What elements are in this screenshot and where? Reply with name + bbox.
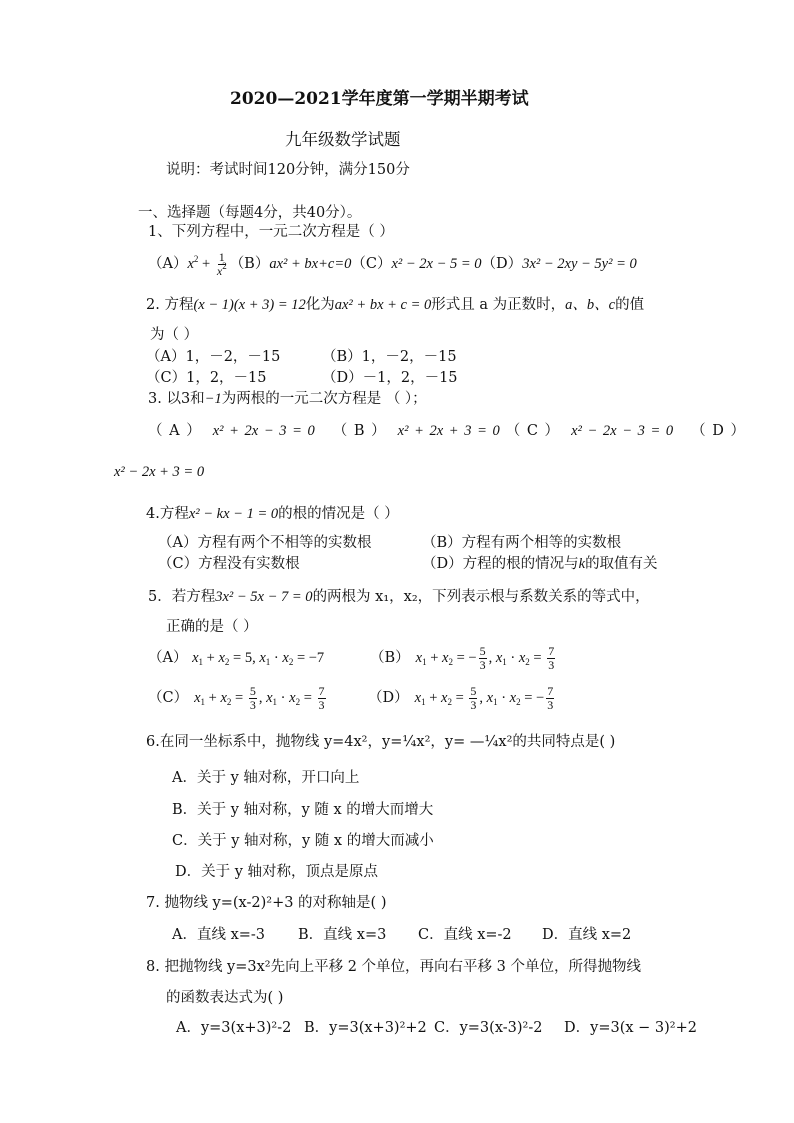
q5-option-a	[148, 648, 324, 668]
q4-option-d-pre: （D）方程的根的情况与	[422, 556, 579, 572]
q4-expr: x² − kx − 1 = 0	[188, 506, 279, 522]
q8-option-c: C．y=3(x-3)²-2	[434, 1020, 543, 1036]
question-4-stem	[146, 504, 399, 524]
q3-option-c-expr: x² − 2x − 3 = 0	[571, 423, 674, 439]
q2-number: 2. 方程	[146, 297, 194, 313]
q5-option-b-label: （B）	[370, 650, 410, 666]
question-8-stem: 8. 把抛物线 y=3x²先向上平移 2 个单位，再向右平移 3 个单位，所得抛物线	[146, 959, 641, 975]
q3-stem-post: 为两根的一元二次方程是 （ ）；	[221, 391, 427, 407]
question-6-stem: 6.在同一坐标系中，抛物线 y=4x²，y=¼x²，y= —¼x²的共同特点是( )	[146, 734, 616, 750]
exam-title: 2020—2021学年度第一学期半期考试	[230, 89, 529, 109]
q5-option-a-expr: $x_1 + x_2 = 5$, $x_1 \cdot x_2 = -7$	[192, 650, 325, 667]
question-7-stem: 7. 抛物线 y=(x-2)²+3 的对称轴是( )	[146, 895, 387, 911]
q5-post: 的两根为 x₁，x₂，下列表示根与系数关系的等式中，	[312, 589, 650, 605]
q1-option-a-expr: $x^2$ + $\frac{1}{x^2}$	[187, 249, 227, 278]
q8-option-a: A．y=3(x+3)²-2	[176, 1020, 292, 1036]
q6-option-c: C．关于 y 轴对称，y 随 x 的增大而减小	[172, 833, 434, 849]
q5-option-c-label: （C）	[148, 690, 189, 706]
q3-option-b-label: （ B ）	[332, 423, 386, 439]
q5-option-b	[370, 640, 557, 676]
q1-option-b-expr: ax² + bx+c=0	[269, 256, 352, 272]
q6-option-b: B．关于 y 轴对称，y 随 x 的增大而增大	[172, 802, 434, 818]
q3-stem-pre: 3. 以3和	[148, 391, 205, 407]
question-1-stem: 1、下列方程中，一元二次方程是（ ）	[148, 224, 394, 240]
q3-option-d-expr: x² − 2x + 3 = 0	[114, 464, 205, 480]
q8-option-d: D．y=3(x − 3)²+2	[564, 1020, 697, 1036]
q3-option-a-label: （ A ）	[148, 423, 201, 439]
q7-option-c: C．直线 x=-2	[418, 927, 512, 943]
q1-option-c-expr: x² − 2x − 5 = 0	[391, 256, 482, 272]
q5-option-d-expr: $x_1 + x_2$ = $\frac{5}{3}$ , $x_1 \cdot x_2$ = − $\frac{7}{3}$	[414, 683, 554, 712]
q3-option-a-expr: x² + 2x − 3 = 0	[212, 423, 315, 439]
q2-option-b: （B）1，－2，－15	[322, 349, 457, 365]
q1-option-b-label: （B）	[229, 256, 270, 272]
q3-option-b-expr: x² + 2x + 3 = 0	[397, 423, 500, 439]
question-1-options	[148, 247, 637, 281]
q4-option-b: （B）方程有两个相等的实数根	[422, 535, 622, 551]
question-5-stem	[148, 587, 650, 607]
q2-tail: 形式且 a 为正数时，	[431, 297, 566, 313]
q2-option-d: （D）－1，2，－15	[322, 370, 458, 386]
question-3-options	[148, 421, 745, 441]
q5-option-c	[148, 680, 328, 716]
q5-expr: 3x² − 5x − 7 = 0	[215, 589, 313, 605]
q4-option-d	[422, 554, 658, 574]
q2-form: ax² + bx + c = 0	[334, 297, 432, 313]
q5-option-c-expr: $x_1 + x_2$ = $\frac{5}{3}$ , $x_1 \cdot x_2$ = $\frac{7}{3}$	[194, 683, 325, 712]
q7-option-a: A．直线 x=-3	[172, 927, 266, 943]
question-3-stem	[148, 389, 427, 409]
question-2-cont: 为（ ）	[150, 327, 199, 343]
exam-subtitle: 九年级数学试题	[285, 130, 401, 149]
q4-option-d-post: 的取值有关	[585, 556, 658, 572]
q2-vars: a、b、c	[565, 297, 616, 313]
q4-option-d-var: k	[578, 556, 586, 572]
q2-option-c: （C）1，2，－15	[146, 370, 267, 386]
q3-option-c-label: （ C ）	[505, 423, 560, 439]
q1-option-d-expr: 3x² − 2xy − 5y² = 0	[522, 256, 637, 272]
q4-post: 的根的情况是（ ）	[278, 506, 399, 522]
q5-option-a-label: （A）	[148, 650, 188, 666]
q8-option-b: B．y=3(x+3)²+2	[304, 1020, 427, 1036]
q2-end: 的值	[615, 297, 645, 313]
q4-option-c: （C）方程没有实数根	[158, 556, 300, 572]
section-heading: 一、选择题（每题4分，共40分）。	[138, 205, 362, 221]
exam-instructions: 说明：考试时间120分钟，满分150分	[166, 162, 410, 178]
question-5-cont: 正确的是（ ）	[166, 619, 258, 635]
question-8-cont: 的函数表达式为( )	[166, 990, 284, 1006]
q6-option-d: D．关于 y 轴对称，顶点是原点	[175, 864, 379, 880]
q5-option-d	[368, 680, 556, 716]
q2-mid: 化为	[305, 297, 335, 313]
q3-stem-roots: −1	[204, 391, 222, 407]
q4-option-a: （A）方程有两个不相等的实数根	[158, 535, 372, 551]
q2-equation: (x − 1)(x + 3) = 12	[193, 297, 306, 313]
q7-option-b: B．直线 x=3	[298, 927, 387, 943]
q1-option-d-label: （D）	[481, 256, 523, 272]
q2-option-a: （A）1，－2，－15	[146, 349, 281, 365]
q5-option-d-label: （D）	[368, 690, 409, 706]
question-2-stem	[146, 295, 644, 315]
q6-option-a: A．关于 y 轴对称，开口向上	[172, 770, 360, 786]
q5-pre: 5．若方程	[148, 589, 216, 605]
q7-option-d: D．直线 x=2	[542, 927, 632, 943]
q1-option-a-label: （A）	[148, 256, 188, 272]
q1-option-c-label: （C）	[351, 256, 392, 272]
q3-option-d-label: （ D ）	[691, 423, 745, 439]
q5-option-b-expr: $x_1 + x_2$ = − $\frac{5}{3}$ , $x_1 \cdot x_2$ = $\frac{7}{3}$	[415, 643, 555, 672]
q4-pre: 4.方程	[146, 506, 189, 522]
